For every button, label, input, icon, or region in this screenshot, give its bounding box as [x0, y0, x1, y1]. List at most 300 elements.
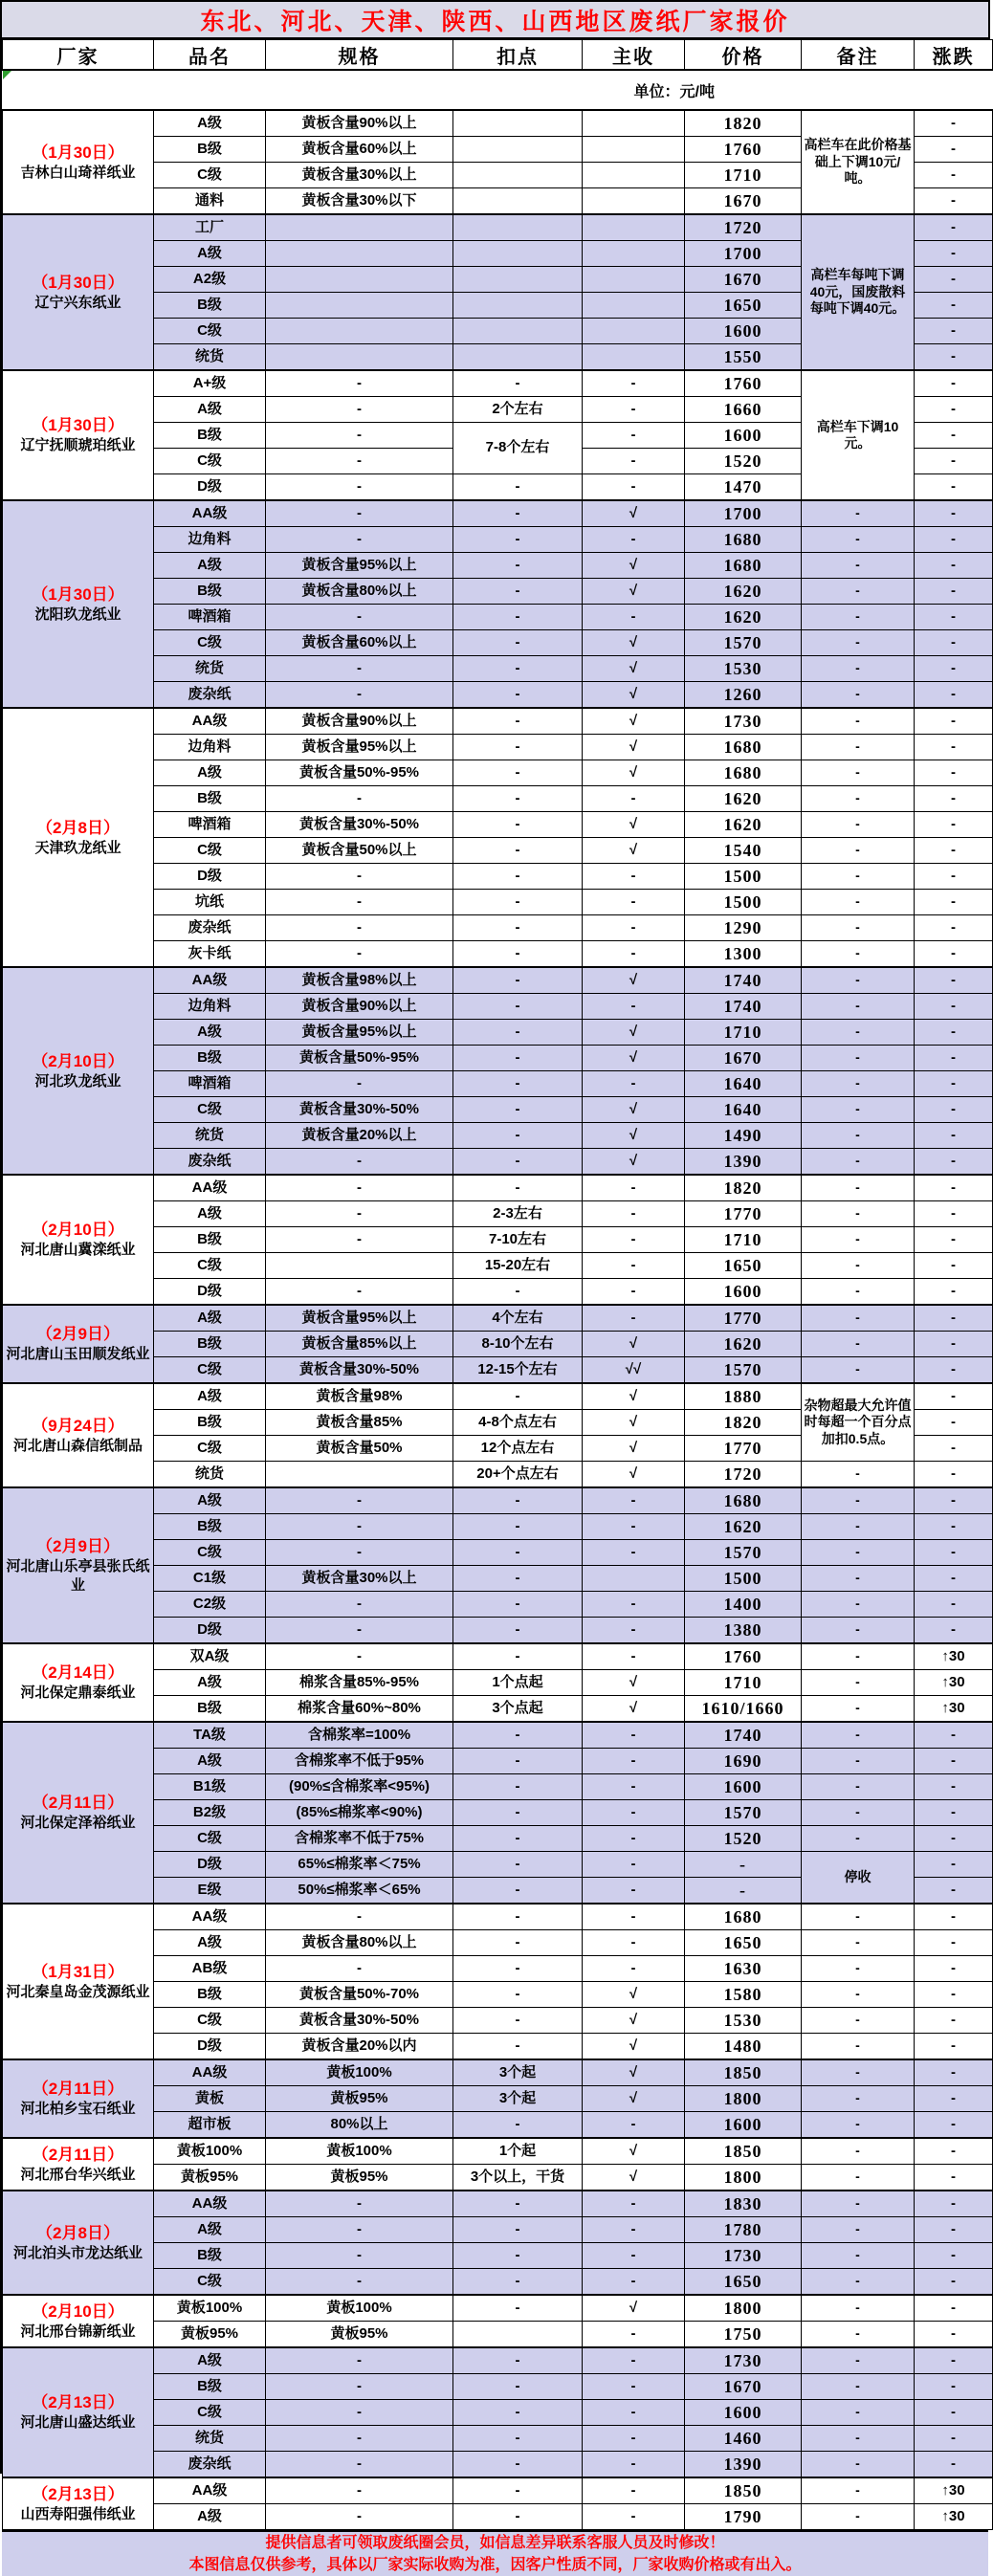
deduction-cell: -: [453, 1722, 583, 1749]
spec-cell: 黄板含量30%以上: [266, 1566, 453, 1592]
main-collect-cell: -: [583, 1227, 685, 1253]
price-cell: -: [685, 1852, 802, 1878]
price-cell: 1760: [685, 1643, 802, 1670]
change-cell: -: [915, 630, 993, 656]
grade-cell: B级: [154, 137, 266, 163]
grade-cell: 超市板: [154, 2112, 266, 2139]
main-collect-cell: -: [583, 474, 685, 501]
grade-cell: A级: [154, 110, 266, 137]
note-cell: -: [802, 708, 915, 735]
price-cell: 1850: [685, 2477, 802, 2504]
deduction-cell: -: [453, 1097, 583, 1123]
grade-cell: B级: [154, 579, 266, 605]
note-cell: -: [802, 553, 915, 579]
page-title: 东北、河北、天津、陕西、山西地区废纸厂家报价: [2, 2, 988, 39]
price-cell: 1690: [685, 1749, 802, 1774]
grade-cell: 啤酒箱: [154, 1071, 266, 1097]
spec-cell: -: [266, 2217, 453, 2243]
deduction-cell: -: [453, 656, 583, 682]
spec-cell: [266, 293, 453, 319]
change-cell: -: [915, 1201, 993, 1227]
deduction-cell: [453, 2322, 583, 2348]
price-cell: 1290: [685, 915, 802, 941]
price-cell: 1570: [685, 1357, 802, 1384]
price-cell: 1800: [685, 2295, 802, 2322]
note-cell: -: [802, 1201, 915, 1227]
main-collect-cell: -: [583, 1592, 685, 1618]
note-cell: -: [802, 1357, 915, 1384]
spec-cell: -: [266, 2504, 453, 2530]
note-cell: -: [802, 2008, 915, 2034]
deduction-cell: -: [453, 1383, 583, 1410]
deduction-cell: -: [453, 605, 583, 630]
price-cell: 1670: [685, 267, 802, 293]
change-cell: -: [915, 864, 993, 890]
grade-cell: C级: [154, 2008, 266, 2034]
note-cell: -: [802, 1722, 915, 1749]
spec-cell: -: [266, 1643, 453, 1670]
price-cell: 1260: [685, 682, 802, 709]
spec-cell: [266, 241, 453, 267]
grade-cell: 工厂: [154, 214, 266, 241]
main-collect-cell: [583, 163, 685, 188]
main-collect-cell: -: [583, 1852, 685, 1878]
change-cell: -: [915, 474, 993, 501]
main-collect-cell: √: [583, 553, 685, 579]
note-cell: -: [802, 838, 915, 864]
note-cell: -: [802, 994, 915, 1020]
price-cell: 1530: [685, 2008, 802, 2034]
deduction-cell: -: [453, 2034, 583, 2060]
change-cell: -: [915, 967, 993, 994]
deduction-cell: -: [453, 838, 583, 864]
factory-date: （2月9日）: [36, 1536, 120, 1555]
spec-cell: -: [266, 941, 453, 968]
note-cell: -: [802, 2269, 915, 2296]
spec-cell: -: [266, 864, 453, 890]
deduction-cell: [453, 267, 583, 293]
factory-date: （2月11日）: [32, 1794, 124, 1813]
main-collect-cell: √: [583, 967, 685, 994]
factory-cell: [3, 967, 154, 1175]
change-cell: -: [915, 1826, 993, 1852]
spec-cell: 黄板含量90%以上: [266, 708, 453, 735]
factory-date: （1月30日）: [32, 584, 124, 604]
deduction-cell: -: [453, 1149, 583, 1176]
note-cell: -: [802, 1279, 915, 1306]
grade-cell: B级: [154, 1046, 266, 1071]
deduction-cell: -: [453, 1279, 583, 1306]
change-cell: -: [915, 163, 993, 188]
grade-cell: 统货: [154, 1123, 266, 1149]
main-collect-cell: -: [583, 605, 685, 630]
spec-cell: 含棉浆率不低于75%: [266, 1826, 453, 1852]
note-cell: 高栏车每吨下调40元，国废散料每吨下调40元。: [802, 214, 915, 370]
spec-cell: 65%≤棉浆率＜75%: [266, 1852, 453, 1878]
note-cell: -: [802, 1071, 915, 1097]
spec-cell: 黄板含量50%-95%: [266, 760, 453, 786]
spec-cell: 黄板含量50%以上: [266, 838, 453, 864]
main-collect-cell: -: [583, 864, 685, 890]
price-cell: 1830: [685, 2191, 802, 2217]
grade-cell: A级: [154, 241, 266, 267]
grade-cell: 黄板100%: [154, 2295, 266, 2322]
spec-cell: -: [266, 423, 453, 449]
spec-cell: -: [266, 1592, 453, 1618]
note-cell: -: [802, 1670, 915, 1696]
grade-cell: C级: [154, 838, 266, 864]
price-cell: 1600: [685, 423, 802, 449]
factory-date: （1月30日）: [32, 416, 124, 435]
factory-cell: [3, 1175, 154, 1305]
main-collect-cell: -: [583, 1826, 685, 1852]
spec-cell: 黄板含量20%以内: [266, 2034, 453, 2060]
main-collect-cell: √: [583, 708, 685, 735]
grade-cell: A级: [154, 1383, 266, 1410]
spec-cell: 黄板含量30%以上: [266, 163, 453, 188]
factory-date: （1月30日）: [32, 273, 124, 292]
table-row: [3, 2477, 993, 2504]
price-cell: 1540: [685, 838, 802, 864]
change-cell: -: [915, 344, 993, 371]
factory-name: 河北柏乡宝石纸业: [20, 2101, 136, 2118]
main-collect-cell: [583, 241, 685, 267]
change-cell: -: [915, 1123, 993, 1149]
grade-cell: C级: [154, 449, 266, 474]
factory-cell: [3, 1643, 154, 1722]
price-cell: 1670: [685, 2374, 802, 2400]
deduction-cell: -: [453, 1020, 583, 1046]
deduction-cell: -: [453, 994, 583, 1020]
change-cell: -: [915, 605, 993, 630]
deduction-cell: -: [453, 2347, 583, 2374]
note-cell: -: [802, 2112, 915, 2139]
price-cell: 1700: [685, 241, 802, 267]
note-cell: -: [802, 1774, 915, 1800]
grade-cell: B2级: [154, 1800, 266, 1826]
change-cell: -: [915, 1071, 993, 1097]
change-cell: -: [915, 267, 993, 293]
spec-cell: -: [266, 1175, 453, 1201]
note-cell: -: [802, 890, 915, 915]
price-cell: 1740: [685, 994, 802, 1020]
factory-cell: [3, 2138, 154, 2191]
main-collect-cell: √: [583, 1123, 685, 1149]
change-cell: -: [915, 760, 993, 786]
main-collect-cell: √: [583, 2295, 685, 2322]
change-cell: -: [915, 1904, 993, 1930]
grade-cell: C2级: [154, 1592, 266, 1618]
spec-cell: -: [266, 1279, 453, 1306]
grade-cell: B级: [154, 1982, 266, 2008]
footer-line-1: 提供信息者可领取废纸圈会员，如信息差异联系客服人员及时修改！: [265, 2535, 725, 2551]
price-cell: 1600: [685, 1774, 802, 1800]
main-collect-cell: -: [583, 2426, 685, 2452]
price-cell: 1720: [685, 214, 802, 241]
spec-cell: -: [266, 500, 453, 527]
main-collect-cell: -: [583, 2269, 685, 2296]
table-row: [3, 1722, 993, 1749]
spec-cell: 黄板含量95%以上: [266, 1020, 453, 1046]
change-cell: ↑30: [915, 1696, 993, 1723]
grade-cell: A级: [154, 1487, 266, 1514]
note-cell: -: [802, 2165, 915, 2191]
factory-name: 河北保定泽裕纸业: [20, 1815, 136, 1832]
deduction-cell: -: [453, 2426, 583, 2452]
grade-cell: B级: [154, 1410, 266, 1436]
main-collect-cell: -: [583, 2112, 685, 2139]
grade-cell: D级: [154, 1618, 266, 1644]
price-cell: 1650: [685, 1930, 802, 1956]
spec-cell: -: [266, 1149, 453, 1176]
main-collect-cell: -: [583, 1722, 685, 1749]
factory-date: （2月13日）: [32, 2393, 124, 2412]
price-cell: 1470: [685, 474, 802, 501]
main-collect-cell: √: [583, 1149, 685, 1176]
spec-cell: 含棉浆率=100%: [266, 1722, 453, 1749]
price-cell: 1770: [685, 1436, 802, 1462]
factory-date: （2月14日）: [32, 1663, 124, 1683]
spec-cell: 黄板含量60%以上: [266, 630, 453, 656]
change-cell: -: [915, 1253, 993, 1279]
grade-cell: B级: [154, 786, 266, 812]
note-cell: -: [802, 2191, 915, 2217]
grade-cell: A级: [154, 2504, 266, 2530]
change-cell: -: [915, 110, 993, 137]
spec-cell: -: [266, 1514, 453, 1540]
main-collect-cell: -: [583, 1175, 685, 1201]
change-cell: -: [915, 735, 993, 760]
deduction-cell: -: [453, 864, 583, 890]
note-cell: -: [802, 2059, 915, 2086]
main-collect-cell: √: [583, 1097, 685, 1123]
factory-cell: [3, 2347, 154, 2477]
spec-cell: 黄板含量80%以上: [266, 579, 453, 605]
grade-cell: A级: [154, 760, 266, 786]
spec-cell: -: [266, 1227, 453, 1253]
change-cell: -: [915, 1749, 993, 1774]
grade-cell: A级: [154, 1930, 266, 1956]
spec-cell: [266, 344, 453, 371]
table-row: [3, 370, 993, 397]
deduction-cell: -: [453, 2374, 583, 2400]
deduction-cell: -: [453, 2452, 583, 2478]
spec-cell: -: [266, 1201, 453, 1227]
factory-name: 河北唐山冀滦纸业: [20, 1242, 136, 1259]
main-collect-cell: -: [583, 786, 685, 812]
deduction-cell: -: [453, 1487, 583, 1514]
factory-name: 河北秦皇岛金茂源纸业: [6, 1983, 150, 2000]
deduction-cell: -: [453, 2477, 583, 2504]
note-cell: -: [802, 527, 915, 553]
table-row: [3, 2295, 993, 2322]
deduction-cell: -: [453, 2243, 583, 2269]
spec-cell: -: [266, 1487, 453, 1514]
main-collect-cell: -: [583, 1305, 685, 1332]
grade-cell: A级: [154, 2217, 266, 2243]
change-cell: -: [915, 2295, 993, 2322]
main-collect-cell: √: [583, 630, 685, 656]
spec-cell: 棉浆含量60%~80%: [266, 1696, 453, 1723]
spec-cell: -: [266, 786, 453, 812]
main-collect-cell: √: [583, 656, 685, 682]
main-collect-cell: √: [583, 2034, 685, 2060]
table-row: [3, 2191, 993, 2217]
column-header-note: 备注: [802, 40, 915, 71]
main-collect-cell: √: [583, 838, 685, 864]
main-collect-cell: -: [583, 1201, 685, 1227]
factory-date: （1月30日）: [32, 143, 124, 162]
deduction-cell: [453, 344, 583, 371]
deduction-cell: 2-3左右: [453, 1201, 583, 1227]
deduction-cell: 8-10个左右: [453, 1332, 583, 1357]
factory-cell: [3, 370, 154, 500]
column-header-row: [3, 40, 993, 71]
spec-cell: 黄板95%: [266, 2322, 453, 2348]
spec-cell: 黄板含量20%以上: [266, 1123, 453, 1149]
factory-date: （2月13日）: [32, 2484, 124, 2503]
change-cell: -: [915, 397, 993, 423]
spec-cell: 50%≤棉浆率＜65%: [266, 1878, 453, 1904]
grade-cell: C级: [154, 1540, 266, 1566]
note-cell: -: [802, 812, 915, 838]
deduction-cell: -: [453, 1826, 583, 1852]
main-collect-cell: √: [583, 2138, 685, 2165]
grade-cell: 统货: [154, 344, 266, 371]
note-cell: -: [802, 1305, 915, 1332]
table-row: [3, 214, 993, 241]
spec-cell: 黄板含量90%以上: [266, 110, 453, 137]
grade-cell: 坑纸: [154, 890, 266, 915]
note-cell: -: [802, 500, 915, 527]
spec-cell: -: [266, 397, 453, 423]
main-collect-cell: -: [583, 1800, 685, 1826]
price-cell: 1480: [685, 2034, 802, 2060]
price-cell: 1710: [685, 1670, 802, 1696]
spec-cell: 黄板含量80%以上: [266, 1930, 453, 1956]
grade-cell: A级: [154, 1670, 266, 1696]
spec-cell: -: [266, 449, 453, 474]
change-cell: -: [915, 1097, 993, 1123]
factory-name: 河北邢台锦新纸业: [20, 2323, 136, 2340]
price-cell: 1760: [685, 370, 802, 397]
spec-cell: 黄板含量60%以上: [266, 137, 453, 163]
deduction-cell: 1个点起: [453, 1670, 583, 1696]
price-cell: 1630: [685, 1956, 802, 1982]
price-cell: 1460: [685, 2426, 802, 2452]
main-collect-cell: [583, 137, 685, 163]
note-cell: -: [802, 1618, 915, 1644]
main-collect-cell: -: [583, 1930, 685, 1956]
note-cell: 停收: [802, 1852, 915, 1904]
grade-cell: TA级: [154, 1722, 266, 1749]
unit-row: [3, 70, 993, 110]
deduction-cell: 2个左右: [453, 397, 583, 423]
deduction-cell: 3个起: [453, 2059, 583, 2086]
factory-cell: [3, 2477, 154, 2530]
price-cell: 1600: [685, 1279, 802, 1306]
note-cell: -: [802, 656, 915, 682]
price-cell: 1680: [685, 735, 802, 760]
factory-name: 河北唐山乐亭县张氏纸业: [6, 1558, 150, 1594]
main-collect-cell: √: [583, 735, 685, 760]
spec-cell: 棉浆含量85%-95%: [266, 1670, 453, 1696]
main-collect-cell: -: [583, 1956, 685, 1982]
grade-cell: 灰卡纸: [154, 941, 266, 968]
grade-cell: D级: [154, 474, 266, 501]
price-cell: 1620: [685, 1514, 802, 1540]
unit-note: 单位：元/吨: [3, 70, 993, 110]
grade-cell: B级: [154, 1227, 266, 1253]
deduction-cell: -: [453, 1514, 583, 1540]
price-cell: 1650: [685, 293, 802, 319]
note-cell: -: [802, 1930, 915, 1956]
note-cell: -: [802, 1175, 915, 1201]
spec-cell: 黄板含量98%以上: [266, 967, 453, 994]
note-cell: -: [802, 2426, 915, 2452]
main-collect-cell: [583, 319, 685, 344]
change-cell: -: [915, 1514, 993, 1540]
price-cell: 1790: [685, 2504, 802, 2530]
main-collect-cell: -: [583, 1904, 685, 1930]
grade-cell: 双A级: [154, 1643, 266, 1670]
deduction-cell: [453, 188, 583, 215]
spec-cell: 80%以上: [266, 2112, 453, 2139]
change-cell: -: [915, 1175, 993, 1201]
grade-cell: C1级: [154, 1566, 266, 1592]
main-collect-cell: [583, 293, 685, 319]
price-cell: 1400: [685, 1592, 802, 1618]
price-cell: 1500: [685, 864, 802, 890]
change-cell: -: [915, 2138, 993, 2165]
spec-cell: -: [266, 370, 453, 397]
main-collect-cell: -: [583, 449, 685, 474]
main-collect-cell: -: [583, 1279, 685, 1306]
change-cell: -: [915, 2191, 993, 2217]
spec-cell: 黄板含量95%以上: [266, 553, 453, 579]
deduction-cell: -: [453, 682, 583, 709]
price-cell: 1680: [685, 1487, 802, 1514]
table-row: [3, 1643, 993, 1670]
price-cell: 1880: [685, 1383, 802, 1410]
price-cell: 1620: [685, 812, 802, 838]
factory-cell: [3, 1904, 154, 2059]
main-collect-cell: √: [583, 1046, 685, 1071]
price-cell: 1650: [685, 2269, 802, 2296]
deduction-cell: [453, 110, 583, 137]
change-cell: -: [915, 1020, 993, 1046]
deduction-cell: [453, 214, 583, 241]
main-collect-cell: -: [583, 2477, 685, 2504]
grade-cell: 黄板95%: [154, 2322, 266, 2348]
grade-cell: AA级: [154, 2477, 266, 2504]
spec-cell: 黄板含量50%-95%: [266, 1046, 453, 1071]
grade-cell: 啤酒箱: [154, 605, 266, 630]
main-collect-cell: -: [583, 397, 685, 423]
note-cell: -: [802, 941, 915, 968]
price-cell: 1780: [685, 2217, 802, 2243]
grade-cell: E级: [154, 1878, 266, 1904]
price-cell: 1680: [685, 1904, 802, 1930]
deduction-cell: 12个点左右: [453, 1436, 583, 1462]
grade-cell: 黄板95%: [154, 2165, 266, 2191]
change-cell: -: [915, 1540, 993, 1566]
main-collect-cell: -: [583, 1618, 685, 1644]
column-header-factory: 厂家: [3, 40, 154, 71]
main-collect-cell: √: [583, 1410, 685, 1436]
change-cell: -: [915, 812, 993, 838]
grade-cell: D级: [154, 1279, 266, 1306]
